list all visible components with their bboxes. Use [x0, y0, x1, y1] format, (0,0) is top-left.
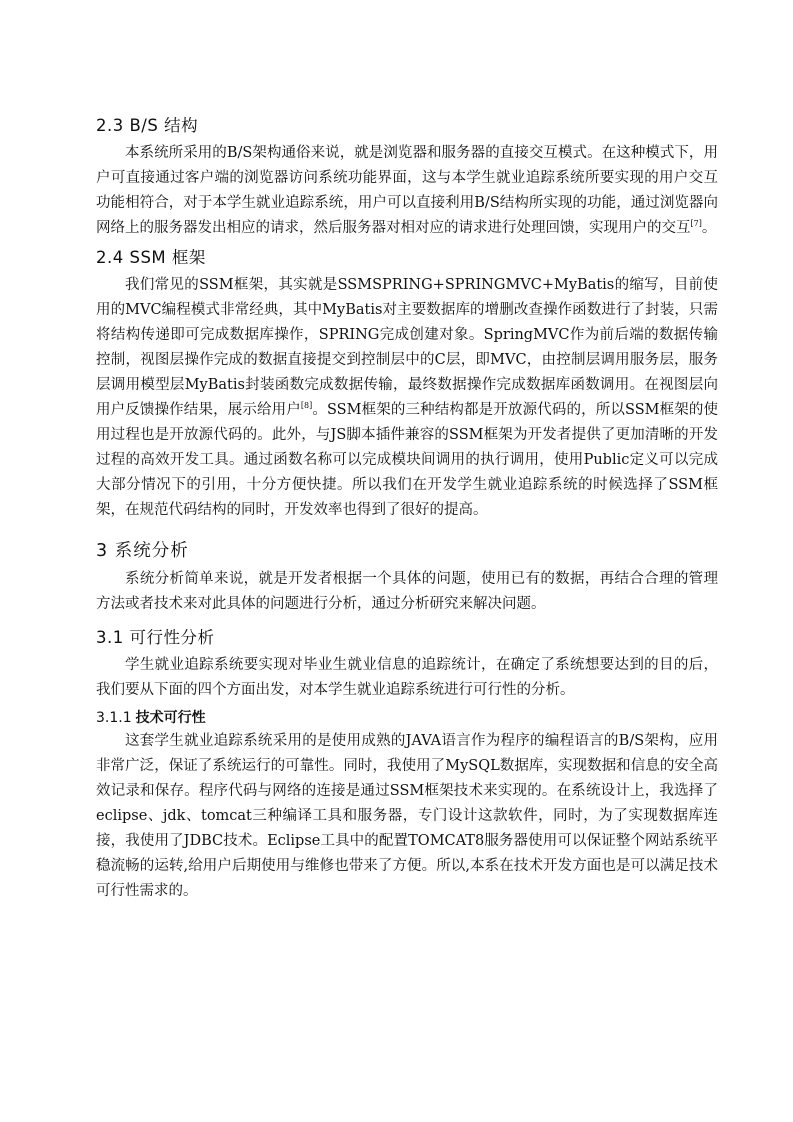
citation-7: [7] [690, 219, 702, 229]
heading-2-3: 2.3 B/S 结构 [96, 116, 199, 135]
heading-3: 3 系统分析 [96, 541, 189, 561]
paragraph-ssm-text-b: 。SSM框架的三种结构都是开放源代码的，所以SSM框架的使用过程也是开放源代码的。此外，与JS脚本插件兼容的SSM框架为开发者提供了更加清晰的开发过程的高效开发工具。通过函数名称可以完成模块间调用的执行调用，使用Public定义可以完成大部分情况下的引用，十分方便快捷。所以我们在开发学生就业追踪系统的时候选择了SSM框架，在规范代码结构的同时，开发效率也得到了很好的提高。 [96, 402, 719, 518]
paragraph-bs-end: 。 [701, 220, 717, 236]
paragraph-feasibility: 学生就业追踪系统要实现对毕业生就业信息的追踪统计，在确定了系统想要达到的目的后，我们要从下面的四个方面出发，对本学生就业追踪系统进行可行性的分析。 [96, 657, 718, 698]
paragraph-bs-text: 本系统所采用的B/S架构通俗来说，就是浏览器和服务器的直接交互模式。在这种模式下，用户可直接通过客户端的浏览器访问系统功能界面，这与本学生就业追踪系统所要实现的用户交互功能相符合，对于本学生就业追踪系统，用户可以直接利用B/S结构所实现的功能，通过浏览器向网络上的服务器发出相应的请求，然后服务器对相对应的请求进行处理回馈，实现用户的交互 [96, 145, 718, 236]
citation-8: [8] [300, 401, 313, 411]
paragraph-technical-feasibility: 这套学生就业追踪系统采用的是使用成熟的JAVA语言作为程序的编程语言的B/S架构，应用非常广泛，保证了系统运行的可靠性。同时，我使用了MySQL数据库，实现数据和信息的安全高效记录和保存。程序代码与网络的连接是通过SSM框架技术来实现的。在系统设计上，我选择了eclipse、jdk、tomcat三种编译工具和服务器，专门设计这款软件，同时，为了实现数据库连接，我使用了JDBC技术。Eclipse工具中的配置TOMCAT8服务器使用可以保证整个网站系统平稳流畅的运转,给用户后期使用与维修也带来了方便。所以,本系在技术开发方面也是可以满足技术可行性需求的。 [96, 733, 718, 899]
heading-3-1-1-number: 3.1.1 [96, 710, 132, 726]
heading-3-1-1-title: 技术可行性 [135, 710, 206, 726]
paragraph-bs-structure [96, 141, 718, 241]
paragraph-ssm-framework [96, 273, 718, 523]
paragraph-ssm-text-a: 我们常见的SSM框架，其实就是SSMSPRING+SPRINGMVC+MyBatis的缩写，目前使用的MVC编程模式非常经典，其中MyBatis对主要数据库的增删改查操作函数进行了封装，只需将结构传递即可完成数据库操作，SPRING完成创建对象。SpringMVC作为前后端的数据传输控制，视图层操作完成的数据直接提交到控制层中的C层，即MVC，由控制层调用服务层，服务层调用模型层MyBatis封装函数完成数据传输，最终数据操作完成数据库函数调用。在视图层向用户反馈操作结果，展示给用户 [96, 277, 718, 418]
heading-2-4: 2.4 SSM 框架 [96, 248, 206, 267]
paragraph-system-analysis: 系统分析简单来说，就是开发者根据一个具体的问题，使用已有的数据，再结合合理的管理方法或者技术来对此具体的问题进行分析，通过分析研究来解决问题。 [96, 571, 718, 612]
document-page [96, 113, 718, 908]
heading-3-1: 3.1 可行性分析 [96, 628, 215, 647]
heading-3-1-1 [96, 707, 718, 729]
